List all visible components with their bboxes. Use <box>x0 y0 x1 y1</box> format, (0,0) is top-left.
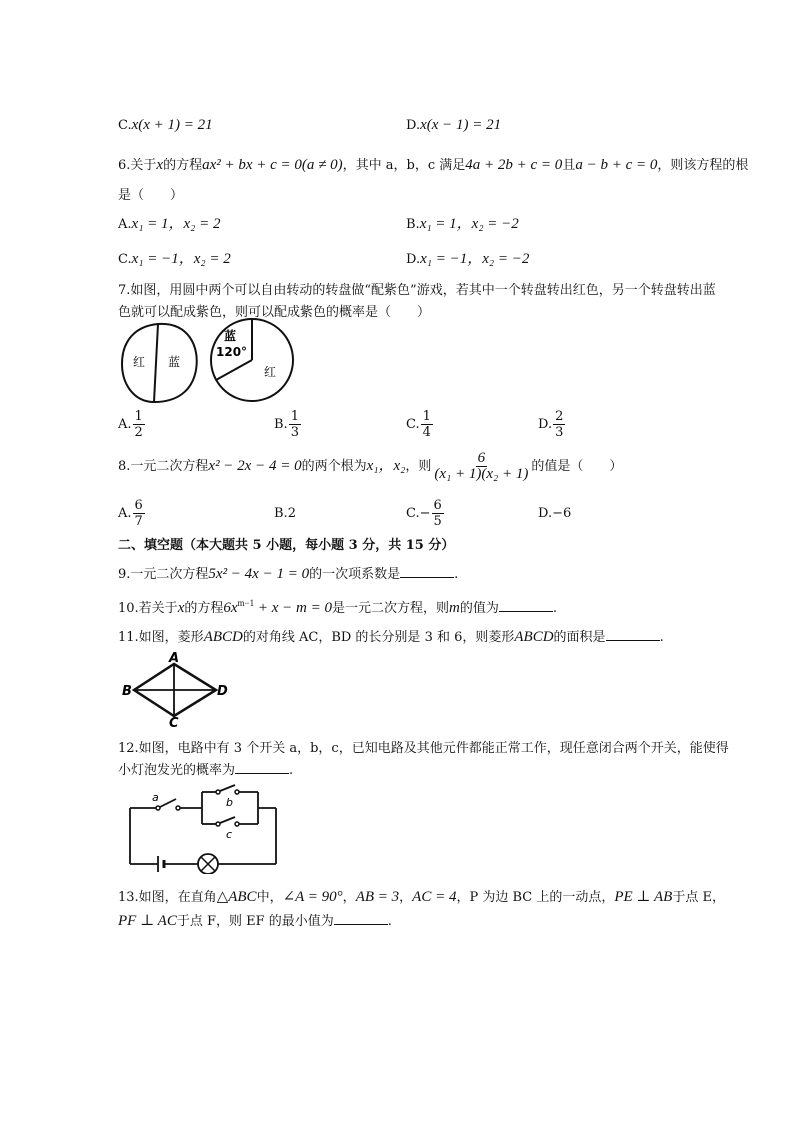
left-spinner-divider <box>154 324 158 402</box>
q12-stem-line2: 小灯泡发光的概率为 . <box>118 763 294 778</box>
q7-stem-line2: 色就可以配成紫色，则可以配成紫色的概率是（ ） <box>118 305 431 320</box>
right-spinner-angle-label: 120° <box>216 345 248 359</box>
q6-option-c: C.x₁ = −1，x₂ = 2 <box>118 251 231 267</box>
switch-b-contact-2 <box>235 790 239 794</box>
q6-option-b: B.x₁ = 1，x₂ = −2 <box>406 216 519 232</box>
q5-option-d: D.x(x − 1) = 21 <box>406 117 502 133</box>
q8-equation: x² − 2x − 4 = 0 <box>208 458 302 474</box>
switch-a-contact-1 <box>156 806 160 810</box>
q6-equation: ax² + bx + c = 0(a ≠ 0) <box>202 157 343 173</box>
q7-spinner-figure <box>118 318 298 406</box>
vertex-d-label: D <box>217 684 228 699</box>
switch-c-lever <box>220 817 235 823</box>
q12-stem-line1: 12.如图，电路中有 3 个开关 a，b，c，已知电路及其他元件都能正常工作，现任意闭合两个开关，能使得 <box>118 741 729 756</box>
q8-stem: 8.一元二次方程x² − 2x − 4 = 0的两个根为x₁，x₂，则 $\frac{6}{\text{(x₁ + 1)(x₂ + 1)}}$ 的值是（ ） <box>118 450 623 482</box>
q7-option-b: B. $\frac{1}{3}$ <box>274 409 299 440</box>
right-spinner-blue-label: 蓝 <box>224 329 237 343</box>
left-spinner-red-label: 红 <box>133 355 146 369</box>
switch-c-contact-1 <box>216 822 220 826</box>
q7-stem-line1: 7.如图，用圆中两个可以自由转动的转盘做“配紫色”游戏，若其中一个转盘转出红色，另一个转盘转出蓝 <box>118 283 716 298</box>
switch-c-label: c <box>226 828 233 841</box>
right-spinner-radius-2 <box>216 360 252 380</box>
switch-b-label: b <box>226 796 233 809</box>
q10-stem: 10.若关于x的方程$6x^{m-1} + x - m = 0$是一元二次方程，则m的值为 . <box>118 598 557 616</box>
q12-circuit-figure <box>118 784 288 874</box>
q8-option-c: C.− $\frac{6}{5}$ <box>406 498 442 529</box>
q13-answer-blank[interactable] <box>334 912 388 925</box>
q11-answer-blank[interactable] <box>606 628 660 641</box>
q11-stem: 11.如图，菱形ABCD的对角线 AC，BD 的长分别是 3 和 6，则菱形ABCD的面积是 . <box>118 629 664 645</box>
q13-stem-line2: PF ⊥ AC于点 F，则 EF 的最小值为 . <box>118 913 392 929</box>
q5-option-c-expr: x(x + 1) = 21 <box>131 117 213 133</box>
section2-heading: 二、填空题（本大题共 5 小题，每小题 3 分，共 15 分） <box>118 538 455 553</box>
q9-stem: 9.一元二次方程5x² − 4x − 1 = 0的一次项系数是 . <box>118 566 459 582</box>
q7-option-c: C. $\frac{1}{4}$ <box>406 409 431 440</box>
switch-a-lever <box>160 799 176 807</box>
q6-option-a: A.x₁ = 1，x₂ = 2 <box>118 216 221 232</box>
switch-b-contact-1 <box>216 790 220 794</box>
q8-option-d: D.−6 <box>538 506 572 521</box>
q10-answer-blank[interactable] <box>499 599 553 612</box>
q6-stem-line2: 是（ ） <box>118 188 184 203</box>
q12-answer-blank[interactable] <box>235 761 289 774</box>
switch-b-lever <box>220 785 235 791</box>
switch-c-contact-2 <box>235 822 239 826</box>
vertex-b-label: B <box>122 684 132 699</box>
q11-rhombus-figure <box>118 650 238 730</box>
q5-option-c: C.x(x + 1) = 21 <box>118 117 213 133</box>
right-spinner-red-label: 红 <box>264 365 277 379</box>
q8-option-a: A. $\frac{6}{7}$ <box>118 498 143 529</box>
q6-option-d: D.x₁ = −1，x₂ = −2 <box>406 251 530 267</box>
q5-option-d-expr: x(x − 1) = 21 <box>420 117 502 133</box>
switch-a-contact-2 <box>176 806 180 810</box>
switch-a-label: a <box>152 791 159 804</box>
q7-option-d: D. $\frac{2}{3}$ <box>538 409 564 440</box>
q7-option-a: A. $\frac{1}{2}$ <box>118 409 143 440</box>
q9-answer-blank[interactable] <box>400 565 454 578</box>
vertex-a-label: A <box>169 651 180 666</box>
q6-stem-line1: 6.关于x的方程ax² + bx + c = 0(a ≠ 0)，其中 a，b，c 满足4a + 2b + c = 0且a − b + c = 0，则该方程的根 <box>118 157 749 173</box>
left-spinner-blue-label: 蓝 <box>168 355 181 369</box>
q8-option-b: B.2 <box>274 506 296 521</box>
q13-stem-line1: 13.如图，在直角△ABC中，∠A = 90°，AB = 3，AC = 4，P 为边 BC 上的一动点，PE ⊥ AB于点 E， <box>118 889 725 905</box>
vertex-c-label: C <box>169 716 179 730</box>
q9-equation: 5x² − 4x − 1 = 0 <box>208 566 310 582</box>
